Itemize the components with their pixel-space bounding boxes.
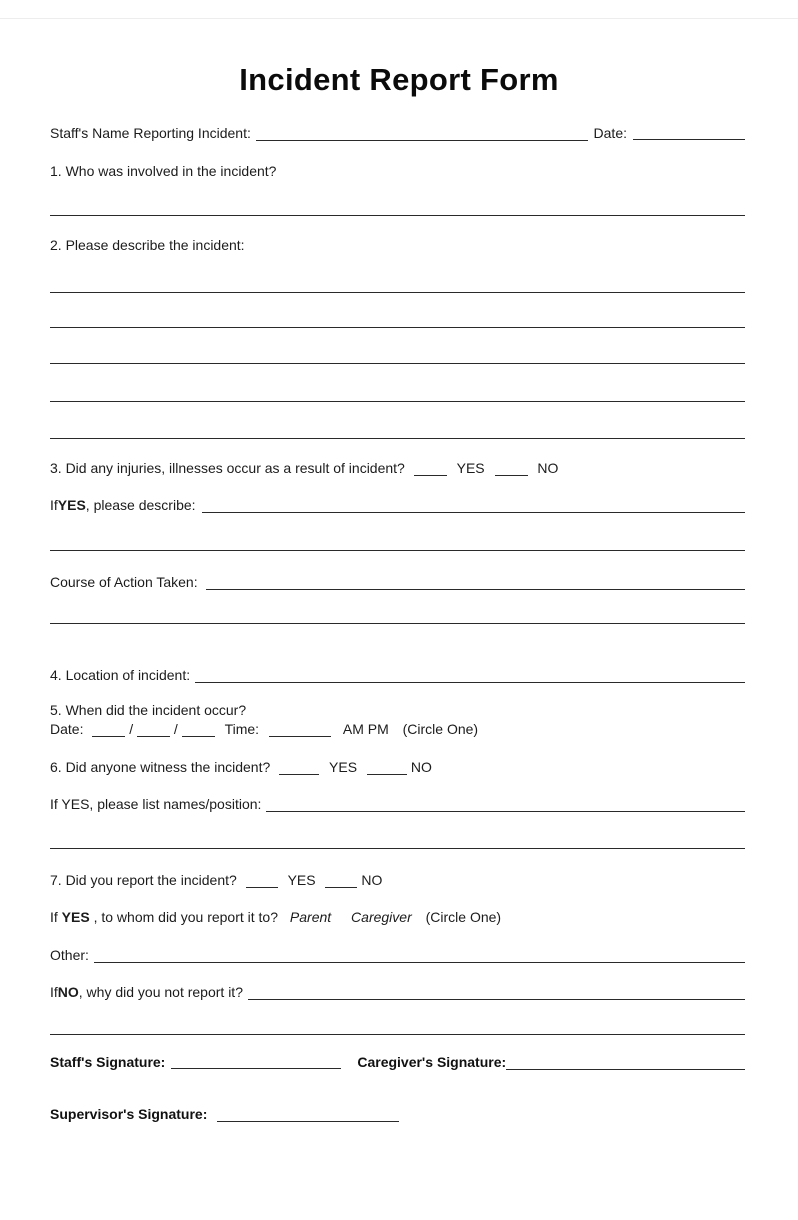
question-2: 2. Please describe the incident:	[50, 237, 245, 253]
caregiver-option[interactable]: Caregiver	[351, 909, 412, 925]
question-3-text: 3. Did any injuries, illnesses occur as a result of incident?	[50, 460, 405, 476]
q3-if-yes-row	[50, 496, 745, 514]
staff-name-label: Staff's Name Reporting Incident:	[50, 125, 251, 141]
q7-if-no-post: , why did you not report it?	[78, 984, 243, 1000]
signature-row	[50, 1053, 745, 1071]
staff-name-field[interactable]	[256, 124, 588, 141]
q5-date-time-row	[50, 720, 745, 738]
course-of-action-label: Course of Action Taken:	[50, 574, 198, 590]
q7-no-label: NO	[361, 872, 383, 888]
q5-year-field[interactable]	[182, 721, 215, 737]
q5-slash: /	[129, 721, 134, 737]
supervisor-signature-row	[50, 1105, 745, 1123]
caregiver-signature-label: Caregiver's Signature:	[357, 1054, 507, 1070]
q3-if-yes-pre: If	[50, 497, 58, 513]
q6-yes-blank[interactable]	[279, 759, 319, 775]
q3-no-label: NO	[537, 460, 559, 476]
q7-yes-blank[interactable]	[246, 872, 278, 888]
answer-line[interactable]	[50, 623, 745, 624]
q6-if-yes-label: If YES, please list names/position:	[50, 796, 262, 812]
question-6-text: 6. Did anyone witness the incident?	[50, 759, 271, 775]
q5-date-label: Date:	[50, 721, 84, 737]
other-row	[50, 946, 745, 964]
q7-if-no-pre: If	[50, 984, 58, 1000]
date-label: Date:	[593, 125, 627, 141]
answer-line[interactable]	[50, 215, 745, 216]
question-1: 1. Who was involved in the incident?	[50, 163, 277, 179]
answer-line[interactable]	[50, 1034, 745, 1035]
q3-if-yes-post: , please describe:	[85, 497, 196, 513]
course-of-action-row	[50, 573, 745, 591]
q5-time-label: Time:	[224, 721, 260, 737]
q7-if-no-bold: NO	[57, 984, 79, 1000]
staff-signature-field[interactable]	[171, 1053, 341, 1069]
answer-line[interactable]	[50, 848, 745, 849]
other-field[interactable]	[94, 946, 745, 963]
question-6	[50, 758, 745, 776]
supervisor-signature-field[interactable]	[217, 1106, 399, 1122]
q6-no-label: NO	[410, 759, 432, 775]
staff-signature-label: Staff's Signature:	[50, 1054, 166, 1070]
answer-line[interactable]	[50, 327, 745, 328]
page-top-edge	[0, 18, 798, 19]
question-4-row	[50, 666, 745, 684]
q3-if-yes-bold: YES	[57, 497, 86, 513]
q7-if-yes-pre: If	[50, 909, 62, 925]
question-5: 5. When did the incident occur?	[50, 702, 247, 718]
q6-no-blank[interactable]	[367, 759, 407, 775]
q5-month-field[interactable]	[92, 721, 125, 737]
am-pm-options[interactable]: AM PM	[342, 721, 389, 737]
question-3	[50, 459, 745, 477]
q5-day-field[interactable]	[137, 721, 170, 737]
caregiver-signature-field[interactable]	[506, 1053, 745, 1070]
q3-yes-blank[interactable]	[414, 460, 447, 476]
answer-line[interactable]	[50, 401, 745, 402]
q7-if-yes-bold: YES	[61, 909, 90, 925]
q7-circle-one-hint: (Circle One)	[425, 909, 502, 925]
q6-if-yes-row	[50, 795, 745, 813]
supervisor-signature-label: Supervisor's Signature:	[50, 1106, 208, 1122]
answer-line[interactable]	[50, 438, 745, 439]
q3-describe-field[interactable]	[202, 496, 745, 513]
page-title: Incident Report Form	[239, 62, 559, 97]
staff-name-row	[50, 124, 745, 142]
q5-time-field[interactable]	[269, 721, 331, 737]
question-4-text: 4. Location of incident:	[50, 667, 191, 683]
q3-no-blank[interactable]	[495, 460, 528, 476]
other-label: Other:	[50, 947, 89, 963]
q7-reason-field[interactable]	[248, 983, 745, 1000]
date-field[interactable]	[633, 124, 745, 140]
answer-line[interactable]	[50, 292, 745, 293]
q7-no-blank[interactable]	[325, 872, 357, 888]
parent-option[interactable]: Parent	[289, 909, 332, 925]
answer-line[interactable]	[50, 363, 745, 364]
q5-slash-2: /	[173, 721, 178, 737]
q3-yes-label: YES	[456, 460, 485, 476]
question-7-text: 7. Did you report the incident?	[50, 872, 237, 888]
q6-yes-label: YES	[329, 759, 358, 775]
q5-circle-one-hint: (Circle One)	[402, 721, 479, 737]
q6-names-field[interactable]	[266, 795, 745, 812]
q4-location-field[interactable]	[195, 666, 745, 683]
q7-yes-label: YES	[287, 872, 316, 888]
question-7	[50, 871, 745, 889]
q7-if-no-row	[50, 983, 745, 1001]
course-of-action-field[interactable]	[206, 573, 745, 590]
q7-if-yes-post: , to whom did you report it to?	[93, 909, 279, 925]
q7-if-yes-row	[50, 908, 745, 926]
answer-line[interactable]	[50, 550, 745, 551]
